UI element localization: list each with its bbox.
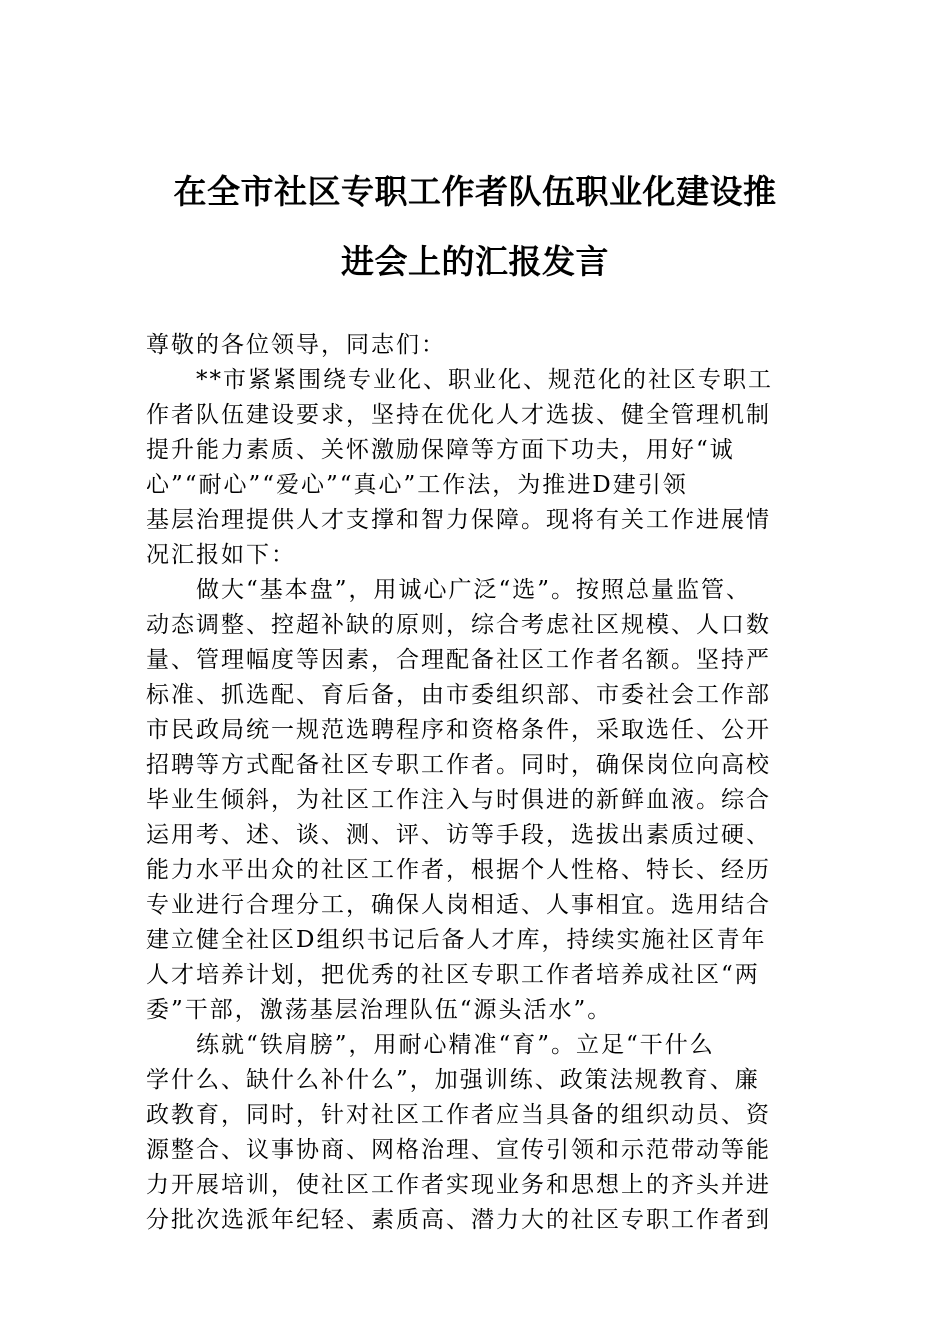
body-line: 源整合、议事协商、网格治理、宣传引领和示范带动等能 [146, 1137, 771, 1163]
body-line: 动态调整、控超补缺的原则，综合考虑社区规模、人口数 [146, 612, 771, 638]
body-line: 招聘等方式配备社区专职工作者。同时，确保岗位向高校 [146, 752, 771, 778]
body-line: 分批次选派年纪轻、素质高、潜力大的社区专职工作者到 [146, 1207, 771, 1233]
body-line: 学什么、缺什么补什么”，加强训练、政策法规教育、廉 [146, 1067, 760, 1093]
body-line: 练就“铁肩膀”，用耐心精准“育”。立足“干什么 [146, 1032, 715, 1058]
body-line: 量、管理幅度等因素，合理配备社区工作者名额。坚持严 [146, 647, 771, 673]
body-line: 况汇报如下： [146, 542, 296, 568]
body-line: 作者队伍建设要求，坚持在优化人才选拔、健全管理机制 [146, 402, 771, 428]
body-line: 人才培养计划，把优秀的社区专职工作者培养成社区“两 [146, 962, 760, 988]
body-line: 能力水平出众的社区工作者，根据个人性格、特长、经历 [146, 857, 771, 883]
body-line: 运用考、述、谈、测、评、访等手段，选拔出素质过硬、 [146, 822, 771, 848]
body-line: 市民政局统一规范选聘程序和资格条件，采取选任、公开 [146, 717, 771, 743]
body-line: 标准、抓选配、育后备，由市委组织部、市委社会工作部 [146, 682, 771, 708]
body-line: 政教育，同时，针对社区工作者应当具备的组织动员、资 [146, 1102, 771, 1128]
body-line: **市紧紧围绕专业化、职业化、规范化的社区专职工 [146, 367, 773, 393]
body-line: 提升能力素质、关怀激励保障等方面下功夫，用好“诚 [146, 437, 735, 463]
body-line: 心”“耐心”“爱心”“真心”工作法，为推进D建引领 [146, 472, 688, 498]
body-line: 基层治理提供人才支撑和智力保障。现将有关工作进展情 [146, 507, 771, 533]
body-line: 专业进行合理分工，确保人岗相适、人事相宜。选用结合 [146, 892, 771, 918]
body-line: 建立健全社区D组织书记后备人才库，持续实施社区青年 [146, 927, 767, 953]
body-line: 力开展培训，使社区工作者实现业务和思想上的齐头并进 [146, 1172, 771, 1198]
body-line: 委”干部，激荡基层治理队伍“源头活水”。 [146, 997, 613, 1023]
body-line: 毕业生倾斜，为社区工作注入与时俱进的新鲜血液。综合 [146, 787, 771, 813]
body-line: 做大“基本盘”，用诚心广泛“选”。按照总量监管、 [146, 577, 752, 603]
body-line: 尊敬的各位领导，同志们： [146, 332, 446, 358]
document-title-line-2: 进会上的汇报发言 [341, 242, 609, 281]
document-title-line-1: 在全市社区专职工作者队伍职业化建设推 [173, 172, 777, 211]
